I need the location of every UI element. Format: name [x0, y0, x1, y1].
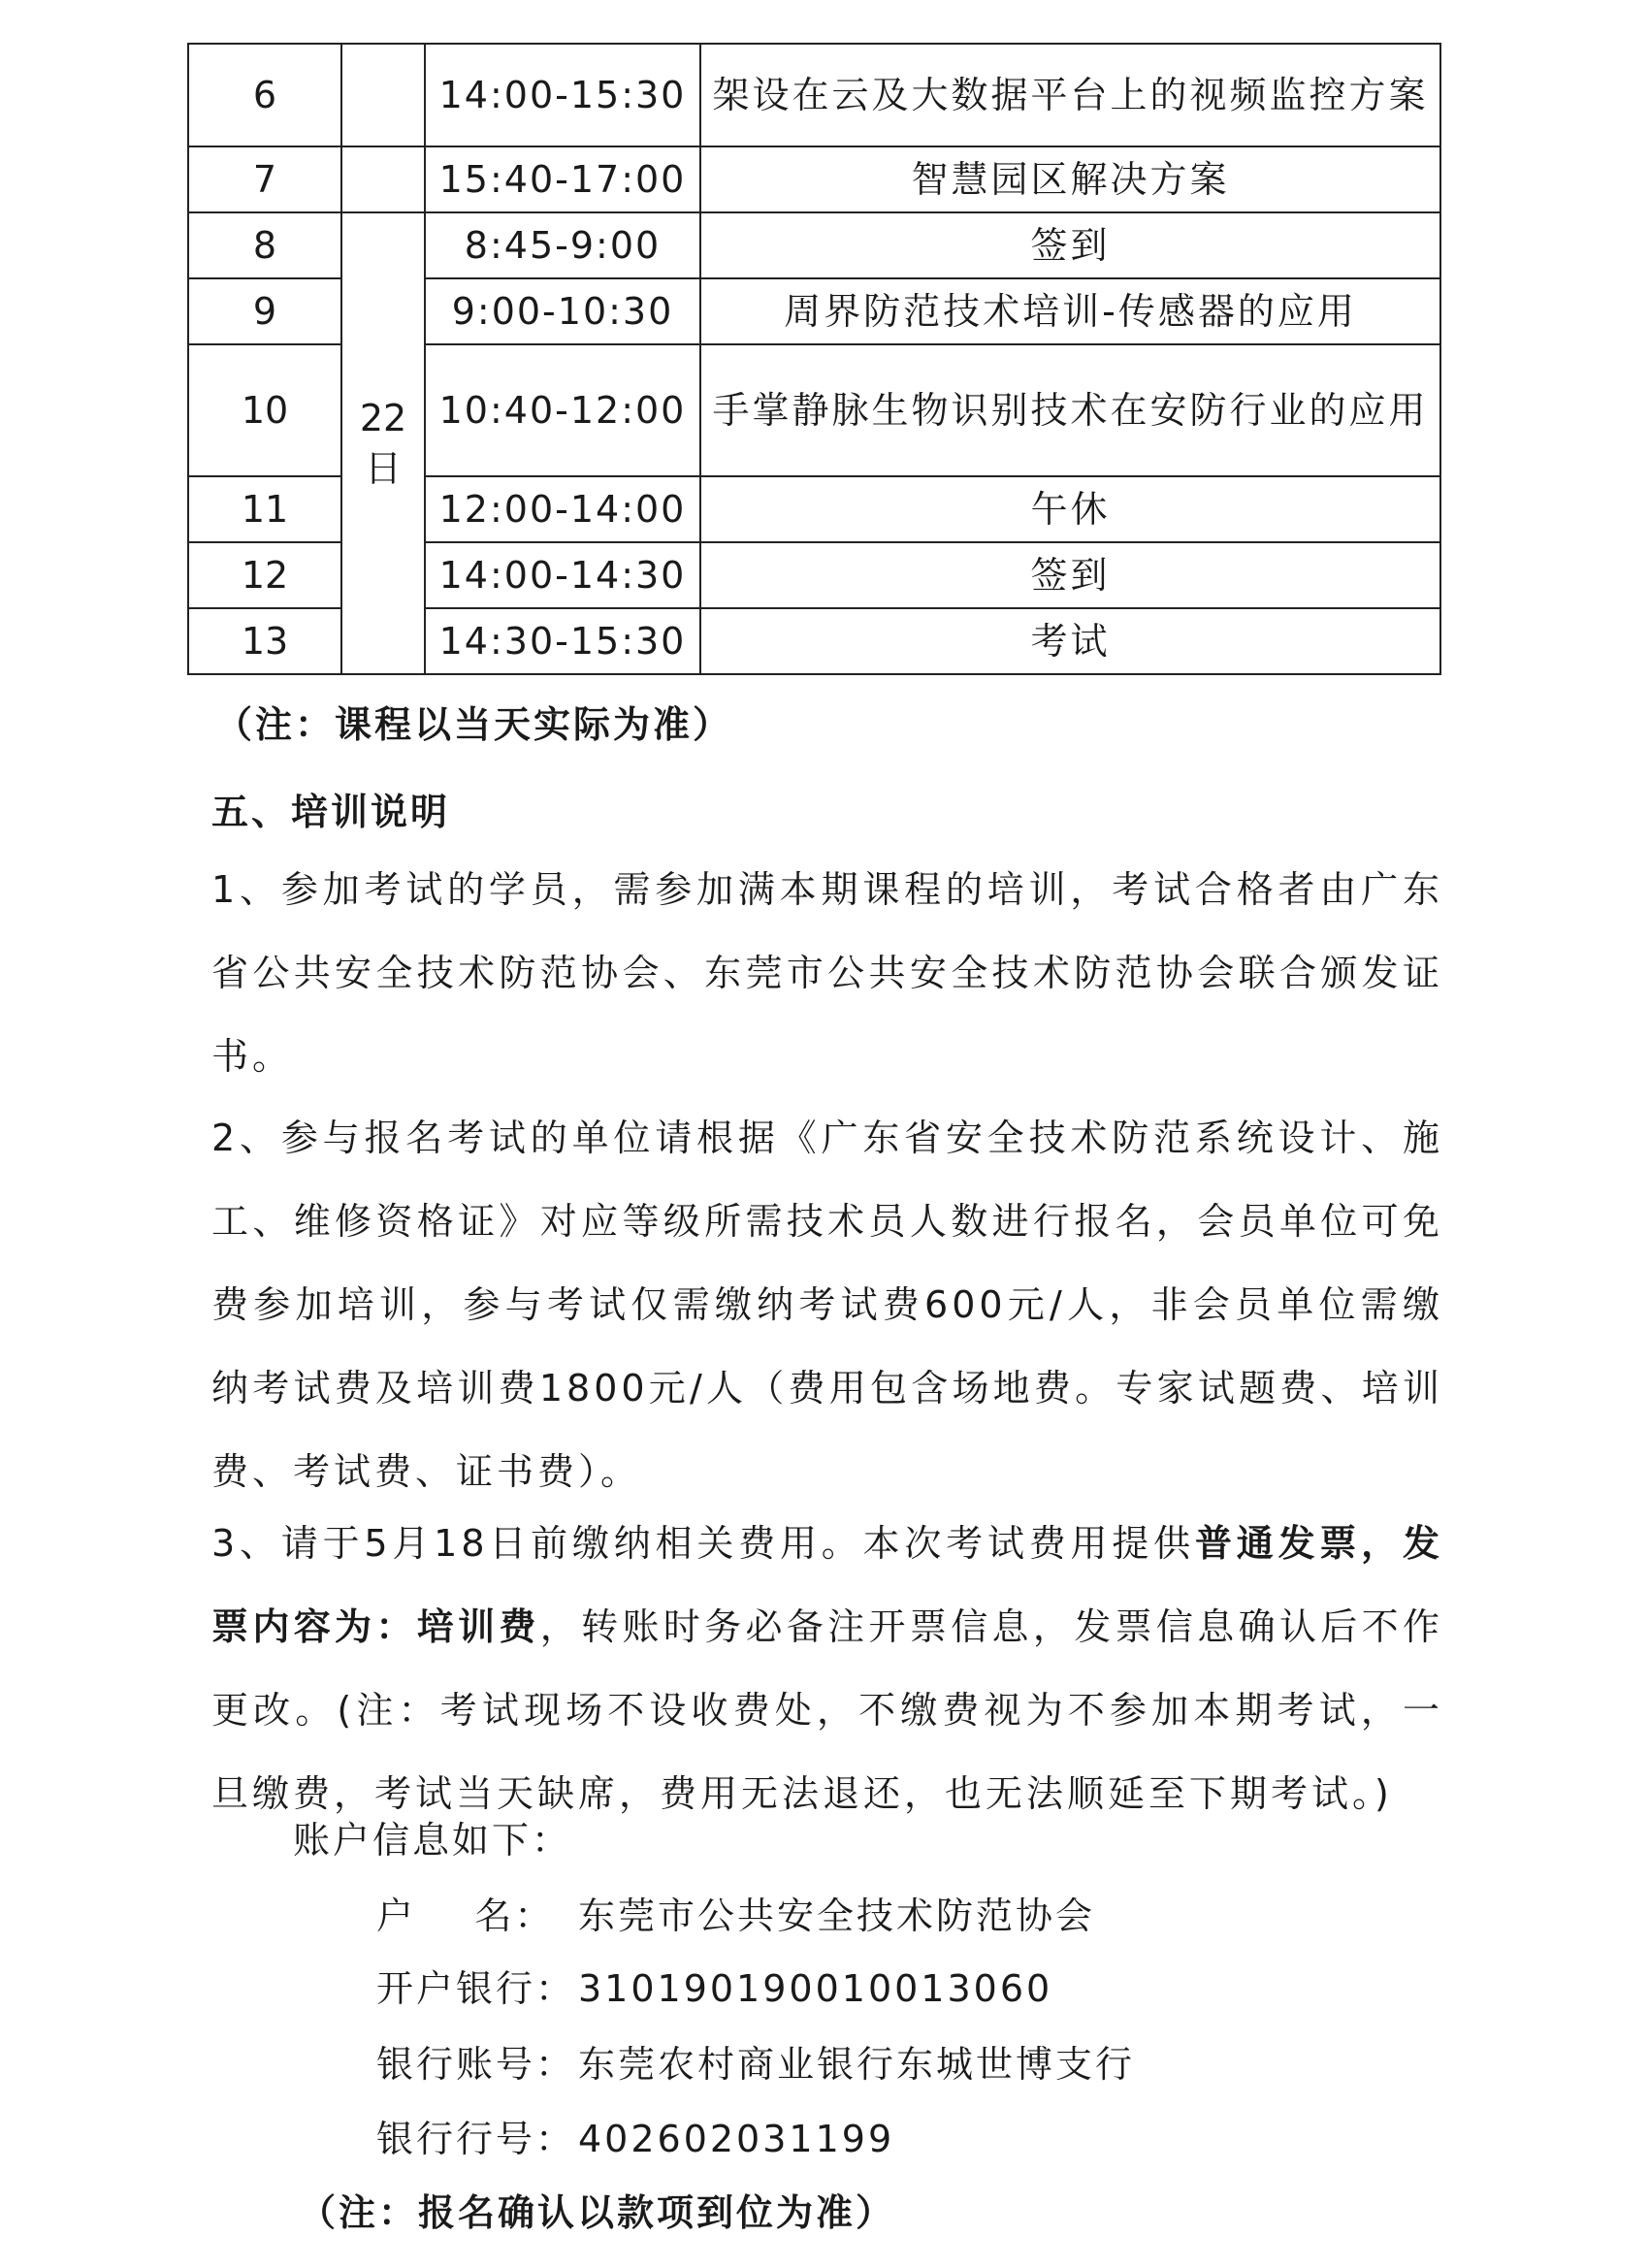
account-number-value: 东莞农村商业银行东城世博支行: [578, 2043, 1136, 2086]
training-item-1: 1、参加考试的学员，需参加满本期课程的培训，考试合格者由广东省公共安全技术防范协会、东莞市公共安全技术防范协会联合颁发证书。: [211, 868, 1443, 1078]
row-time: 8:45-9:00: [425, 212, 700, 278]
account-bank-line: [376, 1964, 1052, 2013]
table-row: [188, 44, 1440, 146]
training-item-3: [211, 1502, 1443, 1835]
row-number: 12: [188, 542, 341, 608]
table-row: [188, 212, 1440, 278]
row-time: 10:40-12:00: [425, 344, 700, 476]
account-bank-value: 310190190010013060: [578, 1967, 1053, 2010]
schedule-table: [187, 43, 1441, 675]
row-topic: 考试: [700, 608, 1440, 674]
section-title: 五、培训说明: [211, 791, 451, 833]
item3-invoice-bold: 普通发票，发票内容为：培训费: [211, 1522, 1443, 1648]
account-bank-label: 开户银行：: [376, 1967, 576, 2010]
row-time: 14:00-15:30: [425, 44, 700, 146]
account-code-line: [376, 2115, 894, 2163]
row-number: 7: [188, 146, 341, 212]
account-name-line: [376, 1892, 1095, 1940]
training-item-2: 2、参与报名考试的单位请根据《广东省安全技术防范系统设计、施工、维修资格证》对应等级所需技术员人数进行报名，会员单位可免费参加培训，参与考试仅需缴纳考试费600元/人，非会员单位需缴纳考试费及培训费1800元/人（费用包含场地费。专家试题费、培训费、考试费、证书费）。: [211, 1117, 1443, 1493]
account-name-label: 户 名：: [376, 1895, 555, 1937]
item3-text-b: ，转账时务必备注开票信息，发票信息确认后不作更改。(注：考试现场不设收费处，不缴费视为不参加本期考试，一旦缴费，考试当天缺席，费用无法退还，也无法顺延至下期考试。): [211, 1605, 1443, 1815]
row-topic: 签到: [700, 542, 1440, 608]
course-note: （注：课程以当天实际为准）: [215, 703, 733, 746]
account-intro: 账户信息如下：: [293, 1819, 572, 1862]
row-time: 9:00-10:30: [425, 278, 700, 344]
table-row: [188, 146, 1440, 212]
row-number: 11: [188, 476, 341, 542]
payment-note: （注：报名确认以款项到位为准）: [299, 2191, 896, 2234]
row-number: 9: [188, 278, 341, 344]
row-number: 8: [188, 212, 341, 278]
row-number: 10: [188, 344, 341, 476]
row-topic: 周界防范技术培训-传感器的应用: [700, 278, 1440, 344]
day-cell: 22日: [341, 212, 425, 674]
row-topic: 签到: [700, 212, 1440, 278]
row-time: 15:40-17:00: [425, 146, 700, 212]
row-topic: 智慧园区解决方案: [700, 146, 1440, 212]
account-code-value: 402602031199: [578, 2118, 895, 2160]
row-number: 6: [188, 44, 341, 146]
account-number-line: [376, 2040, 1135, 2089]
day-cell-blank: [341, 44, 425, 146]
row-number: 13: [188, 608, 341, 674]
account-code-label: 银行行号：: [376, 2118, 576, 2160]
row-time: 14:00-14:30: [425, 542, 700, 608]
row-time: 12:00-14:00: [425, 476, 700, 542]
row-time: 14:30-15:30: [425, 608, 700, 674]
account-number-label: 银行账号：: [376, 2043, 576, 2086]
row-topic: 手掌静脉生物识别技术在安防行业的应用: [700, 344, 1440, 476]
row-topic: 架设在云及大数据平台上的视频监控方案: [700, 44, 1440, 146]
day-cell-blank: [341, 146, 425, 212]
row-topic: 午休: [700, 476, 1440, 542]
item3-text-a: 3、请于5月18日前缴纳相关费用。本次考试费用提供: [211, 1522, 1195, 1565]
account-name-value: 东莞市公共安全技术防范协会: [578, 1895, 1096, 1937]
